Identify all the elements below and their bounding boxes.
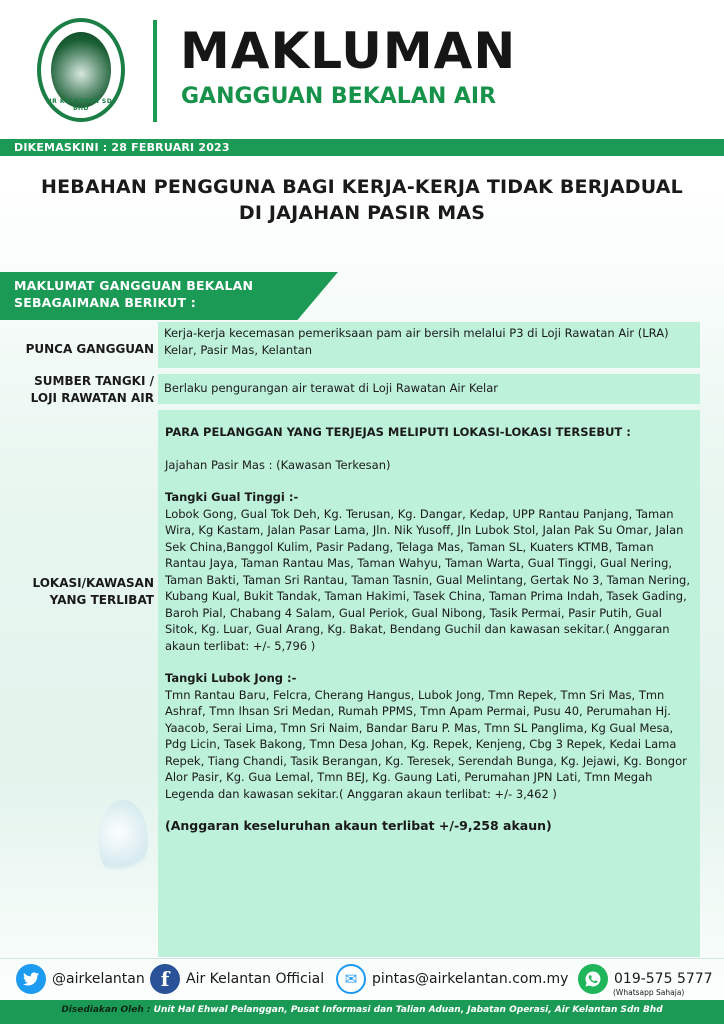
water-splash-decoration (98, 800, 148, 880)
headline (0, 174, 724, 226)
tank-2-title: Tangki Lubok Jong :- (165, 671, 297, 685)
facebook-contact[interactable] (150, 961, 324, 997)
facebook-name: Air Kelantan Official (186, 971, 325, 987)
lokasi-label (8, 575, 154, 609)
headline-line-2: DI JAJAHAN PASIR MAS (238, 202, 486, 224)
whatsapp-icon (578, 964, 608, 994)
sumber-value: Berlaku pengurangan air terawat di Loji Rawatan Air Kelar (158, 374, 700, 404)
header-divider (153, 20, 157, 122)
email-icon: ✉ (336, 964, 366, 994)
credit-text: Unit Hal Ehwal Pelanggan, Pusat Informasi dan Talian Aduan, Jabatan Operasi, Air Kelantan Sdn Bhd (153, 1005, 663, 1015)
tank-1-areas: Lobok Gong, Gual Tok Deh, Kg. Terusan, Kg. Dangar, Kedap, UPP Rantau Panjang, Taman Wira, Kg Kastam, Jalan Pasar Lama, Jln. Nik Yusoff, Jln Lubok Stol, Jalan Pak Su Omar, Jalan Sek China,Banggol Kulim, Pasir Padang, Telaga Mas, Taman SL, Kuaters KTMB, Taman Rantau Jaya, Taman Rantau Mas, Taman Wahyu, Taman Warta, Gual Tinggi, Gual Nering, Taman Bakti, Taman Sri Rantau, Taman Tasnin, Gual Melintang, Gertak No 3, Taman Nering, Kubang Kual, Bukit Tandak, Taman Hakimi, Tasek China, Taman Prima Indah, Tasek Gading, Baroh Pial, Chabang 4 Salam, Gual Periok, Gual Nibong, Tasik Permai, Pasir Putih, Gual Sitok, Kg. Luar, Gual Arang, Kg. Bakat, Bendang Guchil dan kawasan sekitar.( Anggaran akaun terlibat: +/- 5,796 ) (165, 506, 690, 653)
tank-2-areas: Tmn Rantau Baru, Felcra, Cherang Hangus, Lubok Jong, Tmn Repek, Tmn Sri Mas, Tmn Ashraf, Tmn Ihsan Sri Medan, Rumah PPMS, Tmn Apam Permai, Pusu 40, Perumahan Hj. Yaacob, Serai Lima, Tmn Sri Naim, Bandar Baru P. Mas, Tmn SL Panglima, Kg Gual Mesa, Pdg Licin, Tasek Bakong, Tmn Desa Johan, Kg. Repek, Kenjeng, Cbg 3 Repek, Kedai Lama Repek, Tiang Chandi, Tasik Berangan, Kg. Teresek, Serendah Bunga, Kg. Jejawi, Kg. Bongor Alor Pasir, Kg. Gua Lemal, Tmn BEJ, Kg. Gaung Lati, Perumahan JPN Lati, Tmn Megah Legenda dan kawasan sekitar.( Anggaran akaun terlibat: +/- 3,462 ) (165, 687, 687, 801)
facebook-icon: f (150, 964, 180, 994)
twitter-handle: @airkelantan (52, 971, 145, 987)
update-date: DIKEMASKINI : 28 FEBRUARI 2023 (14, 141, 230, 154)
logo-emblem (51, 32, 111, 108)
lokasi-label-line-1: LOKASI/KAWASAN (32, 576, 154, 590)
lokasi-details (158, 410, 700, 957)
lokasi-label-line-2: YANG TERLIBAT (49, 593, 154, 607)
section-ribbon-line-1: MAKLUMAT GANGGUAN BEKALAN (14, 278, 254, 293)
twitter-contact[interactable] (16, 961, 145, 997)
tank-1-title: Tangki Gual Tinggi :- (165, 490, 299, 504)
air-kelantan-logo (37, 18, 125, 122)
headline-line-1: HEBAHAN PENGGUNA BAGI KERJA-KERJA TIDAK BERJADUAL (41, 176, 683, 198)
email-contact[interactable] (336, 961, 568, 997)
total-accounts: (Anggaran keseluruhan akaun terlibat +/-9,258 akaun) (165, 818, 552, 833)
footer-divider (0, 958, 724, 959)
sumber-label (8, 373, 154, 407)
section-ribbon-line-2: SEBAGAIMANA BERIKUT : (14, 295, 196, 310)
credit-line (0, 1005, 724, 1015)
logo-text: AIR KELANTAN SDN BHD (44, 98, 118, 112)
punca-label: PUNCA GANGGUAN (25, 342, 154, 356)
twitter-icon (16, 964, 46, 994)
credit-label: Disediakan Oleh : (61, 1005, 151, 1015)
email-address: pintas@airkelantan.com.my (372, 971, 569, 987)
sumber-label-line-2: LOJI RAWATAN AIR (30, 391, 154, 405)
punca-value: Kerja-kerja kecemasan pemeriksaan pam air bersih melalui P3 di Loji Rawatan Air (LRA) Kelar, Pasir Mas, Kelantan (158, 322, 700, 368)
phone-note: (Whatsapp Sahaja) (613, 988, 685, 997)
affected-intro: PARA PELANGGAN YANG TERJEJAS MELIPUTI LOKASI-LOKASI TERSEBUT : (165, 425, 631, 439)
page-title: MAKLUMAN (180, 22, 517, 80)
page-subtitle: GANGGUAN BEKALAN AIR (181, 84, 497, 109)
phone-number: 019-575 5777 (614, 971, 713, 987)
section-ribbon-text (14, 277, 253, 311)
district-line: Jajahan Pasir Mas : (Kawasan Terkesan) (165, 457, 391, 472)
sumber-label-line-1: SUMBER TANGKI / (34, 374, 154, 388)
